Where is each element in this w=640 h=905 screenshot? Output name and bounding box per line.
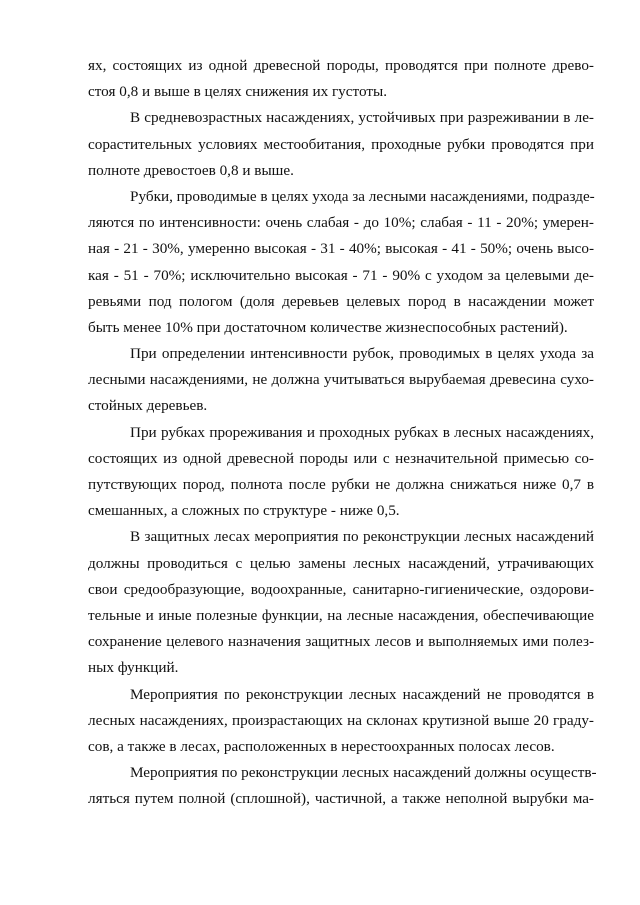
text-line: полноте древостоев 0,8 и выше.: [88, 161, 294, 179]
text-line: сохранение целевого назначения защитных лесов и выполняемых ими полез-: [88, 633, 594, 651]
text-line: путствующих пород, полнота после рубки не должна снижаться ниже 0,7 в: [88, 476, 594, 493]
text-line: Рубки, проводимые в целях ухода за лесными насаждениями, подразде-: [130, 187, 595, 205]
text-line: В средневозрастных насаждениях, устойчивых при разреживании в ле-: [130, 109, 594, 127]
text-line: Мероприятия по реконструкции лесных насаждений не проводятся в: [130, 685, 594, 703]
text-line: стоя 0,8 и выше в целях снижения их густоты.: [88, 83, 387, 101]
text-line: В защитных лесах мероприятия по реконструкции лесных насаждений: [130, 528, 594, 546]
text-line: ях, состоящих из одной древесной породы, проводятся при полноте древо-: [88, 57, 594, 74]
text-line: ных функций.: [88, 659, 179, 677]
text-line: сов, а также в лесах, расположенных в нерестоохранных полосах лесов.: [88, 737, 555, 755]
text-line: смешанных, а сложных по структуре - ниже 0,5.: [88, 502, 400, 520]
text-line: сорастительных условиях местообитания, проходные рубки проводятся при: [88, 135, 594, 153]
text-line: состоящих из одной древесной породы или с незначительной примесью со-: [88, 449, 594, 467]
text-line: кая - 51 - 70%; исключительно высокая - 71 - 90% с уходом за целевыми де-: [88, 266, 594, 284]
text-line: быть менее 10% при достаточном количестве жизнеспособных растений).: [88, 318, 568, 336]
text-line: ная - 21 - 30%, умеренно высокая - 31 - 40%; высокая - 41 - 50%; очень высо-: [88, 240, 594, 258]
text-line: лесных насаждениях, произрастающих на склонах крутизной выше 20 граду-: [88, 711, 594, 729]
text-line: При определении интенсивности рубок, проводимых в целях ухода за: [130, 345, 594, 363]
document-page: [88, 53, 597, 812]
text-line: При рубках прореживания и проходных рубках в лесных насаждениях,: [130, 423, 594, 441]
text-line: ляться путем полной (сплошной), частичной, а также неполной вырубки ма-: [88, 790, 594, 808]
text-line: ляются по интенсивности: очень слабая - до 10%; слабая - 11 - 20%; умерен-: [88, 214, 594, 232]
text-line: лесными насаждениями, не должна учитываться вырубаемая древесина сухо-: [88, 371, 594, 389]
text-line: Мероприятия по реконструкции лесных насаждений должны осуществ-: [130, 764, 597, 782]
document-body: [88, 53, 597, 812]
text-line: стойных деревьев.: [88, 397, 208, 415]
text-line: ревьями под пологом (доля деревьев целевых пород в насаждении может: [88, 292, 594, 310]
text-line: свои средообразующие, водоохранные, санитарно-гигиенические, оздорови-: [88, 580, 594, 598]
text-line: тельные и иные полезные функции, на лесные насаждения, обеспечивающие: [88, 606, 594, 624]
text-line: должны проводиться с целью замены лесных насаждений, утрачивающих: [88, 554, 594, 572]
